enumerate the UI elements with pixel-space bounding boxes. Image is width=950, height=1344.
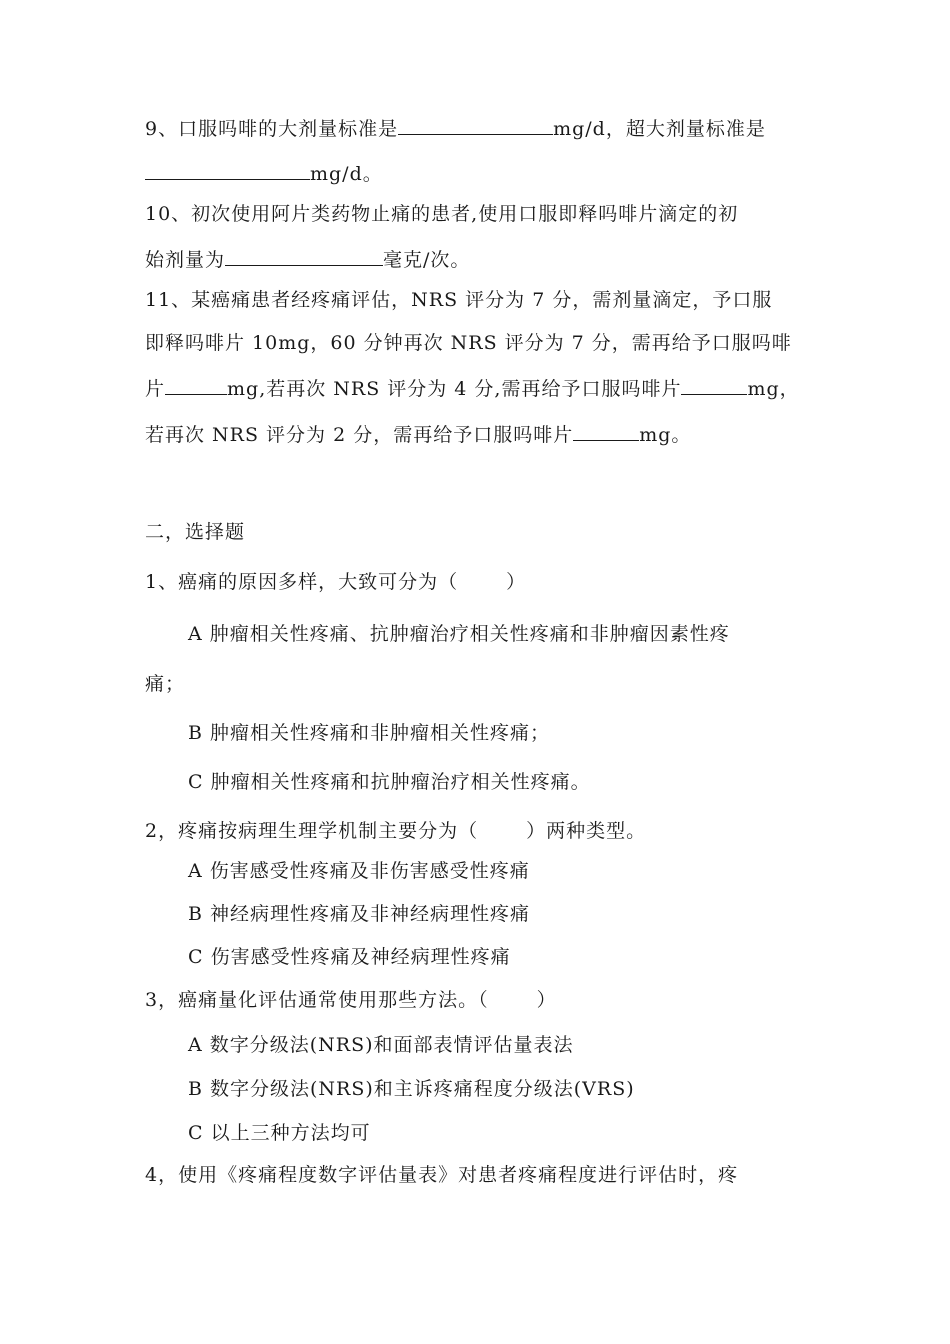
choice-question-1-option-c (188, 770, 591, 794)
fill-question-10-line2 (145, 245, 470, 272)
choice-question-1-option-a-cont (145, 672, 185, 696)
q9-text-part3: mg/d。 (310, 163, 383, 185)
cq1-option-a-line2: 痛； (145, 673, 186, 695)
cq3-stem-a: 3，癌痛量化评估通常使用那些方法。（ (145, 989, 489, 1011)
choice-question-2-option-b (188, 902, 530, 926)
choice-question-1-option-a (188, 622, 730, 646)
cq3-option-b-text: B 数字分级法(NRS)和主诉疼痛程度分级法(VRS) (188, 1078, 635, 1100)
q9-text-part2: mg/d，超大剂量标准是 (553, 118, 766, 140)
choice-question-3-option-a (188, 1033, 574, 1057)
cq2-option-c-text: C 伤害感受性疼痛及神经病理性疼痛 (188, 946, 511, 968)
q11-text-line1: 11、某癌痛患者经疼痛评估，NRS 评分为 7 分，需剂量滴定，予口服 (145, 289, 773, 311)
choice-question-1-option-b (188, 721, 550, 745)
fill-question-11-line4 (145, 420, 691, 447)
choice-question-2-option-c (188, 945, 511, 969)
choice-question-3-option-b (188, 1077, 635, 1101)
fill-question-11-line3 (145, 374, 800, 401)
cq3-option-a-text: A 数字分级法(NRS)和面部表情评估量表法 (188, 1034, 574, 1056)
q9-text-part1: 9、口服吗啡的大剂量标准是 (145, 118, 399, 140)
choice-question-3-stem (145, 988, 557, 1012)
q11-text-line2: 即释吗啡片 10mg，60 分钟再次 NRS 评分为 7 分，需再给予口服吗啡 (145, 332, 792, 354)
cq2-stem-b: ）两种类型。 (526, 820, 647, 842)
cq3-stem-b: ） (536, 989, 557, 1011)
cq2-option-b-text: B 神经病理性疼痛及非神经病理性疼痛 (188, 903, 531, 925)
section-title-text: 二，选择题 (145, 521, 246, 543)
cq1-option-b-text: B 肿瘤相关性疼痛和非肿瘤相关性疼痛； (188, 722, 551, 744)
fill-question-9-line2 (145, 159, 383, 186)
cq1-stem-b: ） (506, 571, 527, 593)
q11-blank-1[interactable] (165, 374, 227, 395)
cq4-stem: 4，使用《疼痛程度数字评估量表》对患者疼痛程度进行评估时，疼 (145, 1164, 739, 1186)
choice-question-1-stem (145, 570, 526, 594)
choice-question-2-option-a (188, 859, 530, 883)
fill-question-11-line2 (145, 331, 792, 355)
q11-text-part1: 片 (145, 378, 166, 400)
q10-text-part1: 始剂量为 (145, 249, 226, 271)
choice-question-2-stem (145, 819, 646, 843)
q11-text-part3: mg， (747, 378, 800, 400)
q11-text-part4: 若再次 NRS 评分为 2 分，需再给予口服吗啡片 (145, 424, 574, 446)
q11-blank-2[interactable] (681, 374, 747, 395)
q10-text-part2: 毫克/次。 (383, 249, 471, 271)
cq2-stem-a: 2，疼痛按病理生理学机制主要分为（ (145, 820, 479, 842)
q11-text-part2: mg,若再次 NRS 评分为 4 分,需再给予口服吗啡片 (227, 378, 682, 400)
fill-question-10-line1 (145, 202, 738, 226)
cq1-option-c-text: C 肿瘤相关性疼痛和抗肿瘤治疗相关性疼痛。 (188, 771, 591, 793)
fill-question-9-line1 (145, 114, 766, 141)
q11-blank-3[interactable] (573, 420, 639, 441)
choice-question-4-stem (145, 1163, 738, 1187)
q9-blank-2[interactable] (145, 159, 310, 180)
fill-question-11-line1 (145, 288, 772, 312)
choice-question-3-option-c (188, 1121, 371, 1145)
q11-text-part5: mg。 (639, 424, 692, 446)
cq1-stem-a: 1、癌痛的原因多样，大致可分为（ (145, 571, 459, 593)
cq3-option-c-text: C 以上三种方法均可 (188, 1122, 371, 1144)
cq1-option-a-line1: A 肿瘤相关性疼痛、抗肿瘤治疗相关性疼痛和非肿瘤因素性疼 (188, 623, 730, 645)
q9-blank-1[interactable] (398, 114, 553, 135)
q10-blank[interactable] (225, 245, 383, 266)
cq2-option-a-text: A 伤害感受性疼痛及非伤害感受性疼痛 (188, 860, 530, 882)
section-title (145, 520, 245, 544)
q10-text-line1: 10、初次使用阿片类药物止痛的患者,使用口服即释吗啡片滴定的初 (145, 203, 739, 225)
